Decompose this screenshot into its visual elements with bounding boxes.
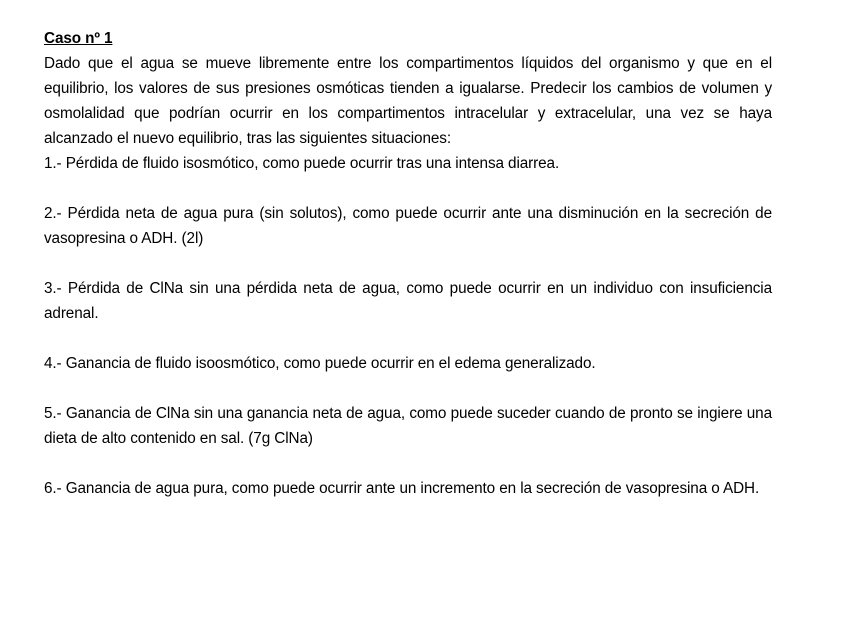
item-3: 3.- Pérdida de ClNa sin una pérdida neta de agua, como puede ocurrir en un individuo con insuficiencia adrenal. <box>44 280 772 322</box>
item-2: 2.- Pérdida neta de agua pura (sin solutos), como puede ocurrir ante una disminución en la secreción de vasopresina o ADH. (2l) <box>44 205 772 247</box>
document <box>44 26 772 501</box>
item-1: 1.- Pérdida de fluido isosmótico, como puede ocurrir tras una intensa diarrea. <box>44 155 560 172</box>
item-5: 5.- Ganancia de ClNa sin una ganancia neta de agua, como puede suceder cuando de pronto se ingiere una dieta de alto contenido en sal. (7g ClNa) <box>44 405 772 447</box>
intro-paragraph: Dado que el agua se mueve libremente entre los compartimentos líquidos del organismo y que en el equilibrio, los valores de sus presiones osmóticas tienden a igualarse. Predecir los cambios de volumen y osmolalidad que podrían ocurrir en los compartimentos intracelular y extracelular, una vez se haya alcanzado el nuevo equilibrio, tras las siguientes situaciones: <box>44 55 772 147</box>
case-title: Caso nº 1 <box>44 30 113 47</box>
item-4: 4.- Ganancia de fluido isoosmótico, como puede ocurrir en el edema generalizado. <box>44 355 596 372</box>
item-6: 6.- Ganancia de agua pura, como puede ocurrir ante un incremento en la secreción de vasopresina o ADH. <box>44 480 760 497</box>
